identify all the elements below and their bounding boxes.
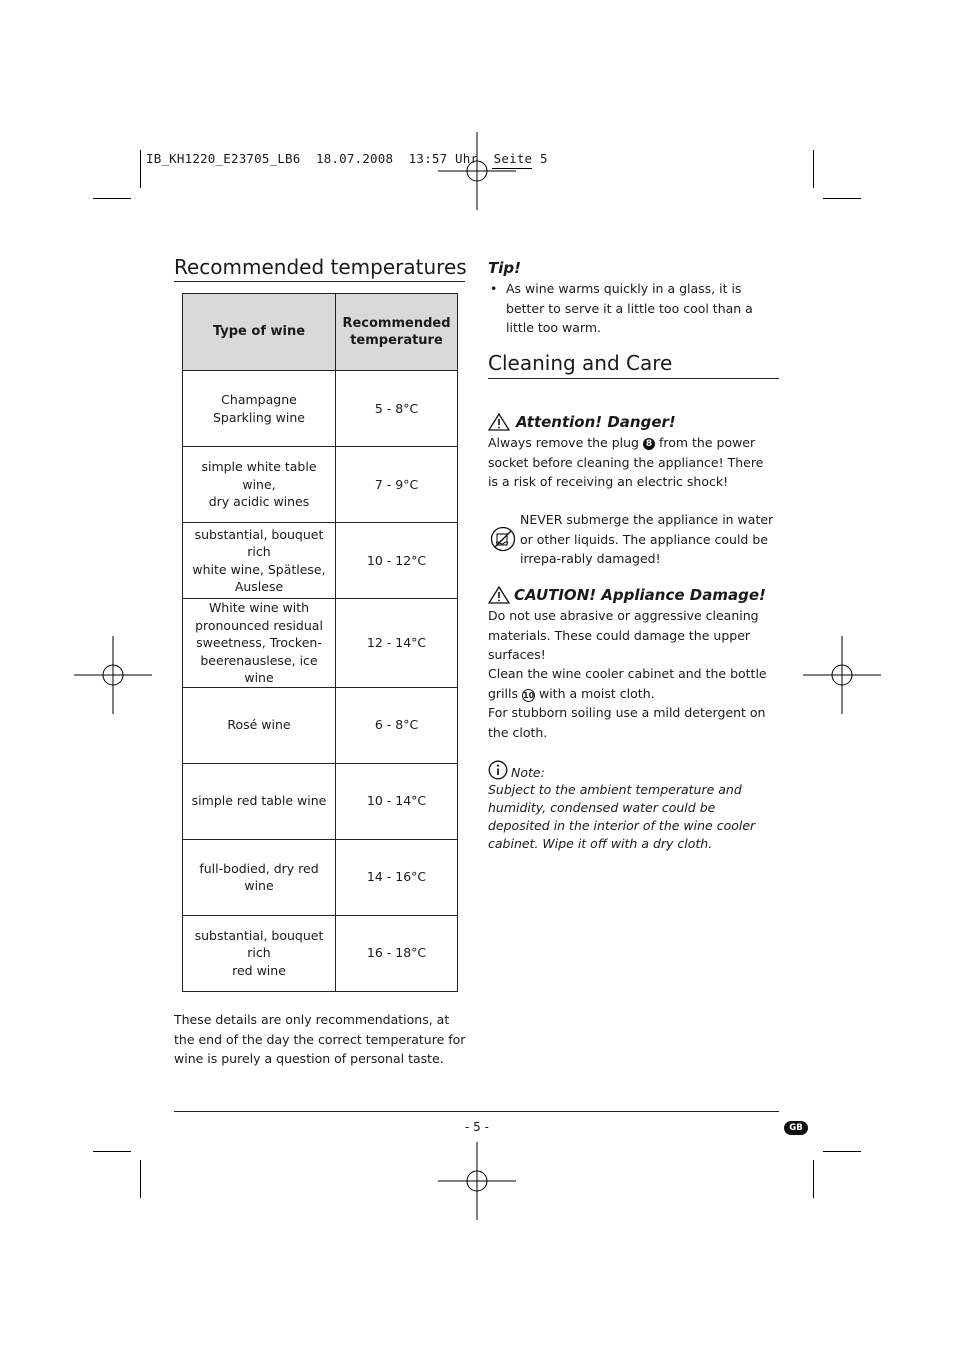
submerge-warning: NEVER submerge the appliance in water or other liquids. The appliance could be irrepa-rably damaged!: [520, 512, 774, 567]
registration-mark-icon: [438, 1142, 516, 1220]
registration-mark-icon: [803, 636, 881, 714]
table-row: [183, 447, 458, 523]
temperature-cell: 12 - 14°C: [336, 599, 458, 688]
table-row: [183, 915, 458, 991]
danger-paragraph: [488, 433, 776, 492]
table-row: [183, 599, 458, 688]
table-header-row: [183, 294, 458, 371]
temperature-cell: 14 - 16°C: [336, 839, 458, 915]
caution-text: Do not use abrasive or aggressive cleaning materials. These could damage the upper surfaces!: [488, 608, 759, 663]
bullet-icon: •: [490, 281, 498, 296]
temperature-cell: 10 - 14°C: [336, 763, 458, 839]
registration-mark-icon: [438, 132, 516, 210]
plug-number-badge: 8: [643, 438, 655, 450]
note-heading: [488, 760, 545, 780]
table-footnote: These details are only recommendations, at the end of the day the correct temperature for wine is purely a question of personal taste.: [174, 1012, 466, 1067]
tip-bullet: [488, 279, 778, 338]
wine-type-cell: full-bodied, dry red wine: [183, 839, 336, 915]
crop-mark: [823, 198, 861, 199]
note-text: Subject to the ambient temperature and humidity, condensed water could be deposited in the interior of the wine cooler cabinet. Wipe it off with a dry cloth.: [488, 782, 756, 851]
print-slug: IB_KH1220_E23705_LB6 18.07.2008 13:57 Uhr Seite 5: [146, 151, 548, 166]
registration-mark-icon: [74, 636, 152, 714]
clean-text-part1: Clean the wine cooler cabinet and the bottle grills: [488, 666, 767, 701]
danger-text-part2: from the power socket before cleaning the appliance! There is a risk of receiving an electric shock!: [488, 435, 764, 490]
title-rule: [174, 281, 465, 282]
temperature-cell: 7 - 9°C: [336, 447, 458, 523]
warning-triangle-icon: [488, 586, 510, 604]
table-row: [183, 371, 458, 447]
page-number: - 5 -: [465, 1120, 489, 1134]
footer-rule: [174, 1111, 779, 1112]
grill-number-badge: 10: [523, 690, 535, 700]
crop-mark: [93, 1151, 131, 1152]
clean-detergent-text: For stubborn soiling use a mild detergent on the cloth.: [488, 705, 766, 740]
danger-text-part1: Always remove the plug: [488, 435, 639, 450]
wine-type-cell: substantial, bouquet rich red wine: [183, 915, 336, 991]
table-row: [183, 687, 458, 763]
wine-type-cell: White wine with pronounced residual sweetness, Trocken- beerenauslese, ice wine: [183, 599, 336, 688]
wine-type-cell: simple red table wine: [183, 763, 336, 839]
temperature-cell: 10 - 12°C: [336, 523, 458, 599]
section-title-temperatures: Recommended temperatures: [174, 255, 467, 279]
no-submerge-icon: [490, 526, 516, 552]
column-header-type: Type of wine: [183, 294, 336, 371]
table-row: [183, 839, 458, 915]
crop-mark: [93, 198, 131, 199]
temperature-cell: 6 - 8°C: [336, 687, 458, 763]
print-slug-underline: [492, 168, 532, 169]
danger-heading: [488, 413, 676, 431]
tip-text: As wine warms quickly in a glass, it is better to serve it a little too cool than a little too warm.: [506, 281, 753, 336]
wine-type-cell: Rosé wine: [183, 687, 336, 763]
language-badge: GB: [784, 1121, 808, 1135]
wine-type-cell: substantial, bouquet rich white wine, Spätlese, Auslese: [183, 523, 336, 599]
warning-triangle-icon: [488, 413, 510, 431]
title-rule: [488, 378, 779, 379]
tip-title: Tip!: [488, 259, 521, 277]
temperature-cell: 5 - 8°C: [336, 371, 458, 447]
table-row: [183, 523, 458, 599]
crop-mark: [140, 150, 141, 188]
crop-mark: [813, 1160, 814, 1198]
info-icon: [488, 760, 508, 780]
crop-mark: [140, 1160, 141, 1198]
danger-title: Attention! Danger!: [516, 413, 676, 431]
caution-heading: [488, 586, 766, 604]
note-title: Note:: [511, 765, 545, 780]
temperature-table: [182, 293, 458, 992]
table-row: [183, 763, 458, 839]
caution-title: CAUTION! Appliance Damage!: [514, 586, 766, 604]
column-header-temperature: Recommended temperature: [336, 294, 458, 371]
wine-type-cell: simple white table wine, dry acidic wines: [183, 447, 336, 523]
clean-paragraph: [488, 664, 778, 703]
section-title-cleaning: Cleaning and Care: [488, 351, 673, 375]
crop-mark: [813, 150, 814, 188]
wine-type-cell: Champagne Sparkling wine: [183, 371, 336, 447]
temperature-cell: 16 - 18°C: [336, 915, 458, 991]
clean-text-part2: with a moist cloth.: [538, 685, 655, 701]
crop-mark: [823, 1151, 861, 1152]
